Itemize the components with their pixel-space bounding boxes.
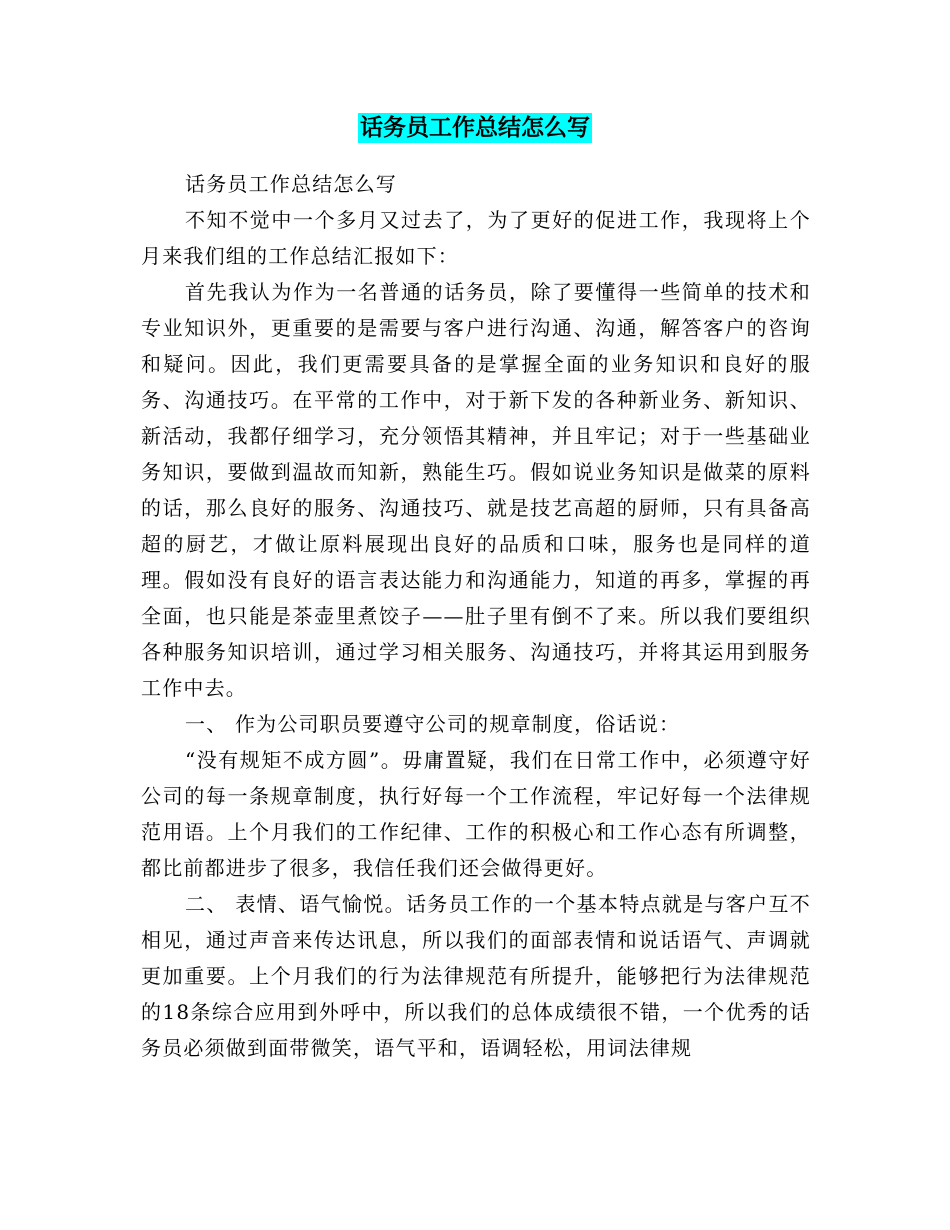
paragraph-expression: 二、 表情、语气愉悦。话务员工作的一个基本特点就是与客户互不相见，通过声音来传达讯息，所以我们的面部表情和说话语气、声调就更加重要。上个月我们的行为法律规范有所提升，能够把行为法律规范的18条综合应用到外呼中，所以我们的总体成绩很不错，一个优秀的话务员必须做到面带微笑，语气平和，语调轻松，用词法律规 — [141, 892, 811, 1060]
paragraph-knowledge: 首先我认为作为一名普通的话务员，除了要懂得一些简单的技术和专业知识外，更重要的是需要与客户进行沟通、沟通，解答客户的咨询和疑问。因此，我们更需要具备的是掌握全面的业务知识和良好的服务、沟通技巧。在平常的工作中，对于新下发的各种新业务、新知识、新活动，我都仔细学习，充分领悟其精神，并且牢记；对于一些基础业务知识，要做到温故而知新，熟能生巧。假如说业务知识是做菜的原料的话，那么良好的服务、沟通技巧、就是技艺高超的厨师，只有具备高超的厨艺，才做让原料展现出良好的品质和口味，服务也是同样的道理。假如没有良好的语言表达能力和沟通能力，知道的再多，掌握的再全面，也只能是茶壶里煮饺子——肚子里有倒不了来。所以我们要组织各种服务知识培训，通过学习相关服务、沟通技巧，并将其运用到服务工作中去。 — [141, 280, 811, 700]
paragraph-intro: 不知不觉中一个多月又过去了，为了更好的促进工作，我现将上个月来我们组的工作总结汇报如下： — [141, 208, 811, 268]
document-title: 话务员工作总结怎么写 — [360, 115, 590, 141]
document-body — [141, 166, 811, 1066]
paragraph-rules: “没有规矩不成方圆”。毋庸置疑，我们在日常工作中，必须遵守好公司的每一条规章制度，执行好每一个工作流程，牢记好每一个法律规范用语。上个月我们的工作纪律、工作的积极心和工作心态有所调整，都比前都进步了很多，我信任我们还会做得更好。 — [141, 748, 811, 880]
title-block — [0, 113, 950, 143]
paragraph-rules-heading: 一、 作为公司职员要遵守公司的规章制度，俗话说： — [185, 712, 681, 736]
paragraph-subtitle: 话务员工作总结怎么写 — [185, 172, 397, 196]
